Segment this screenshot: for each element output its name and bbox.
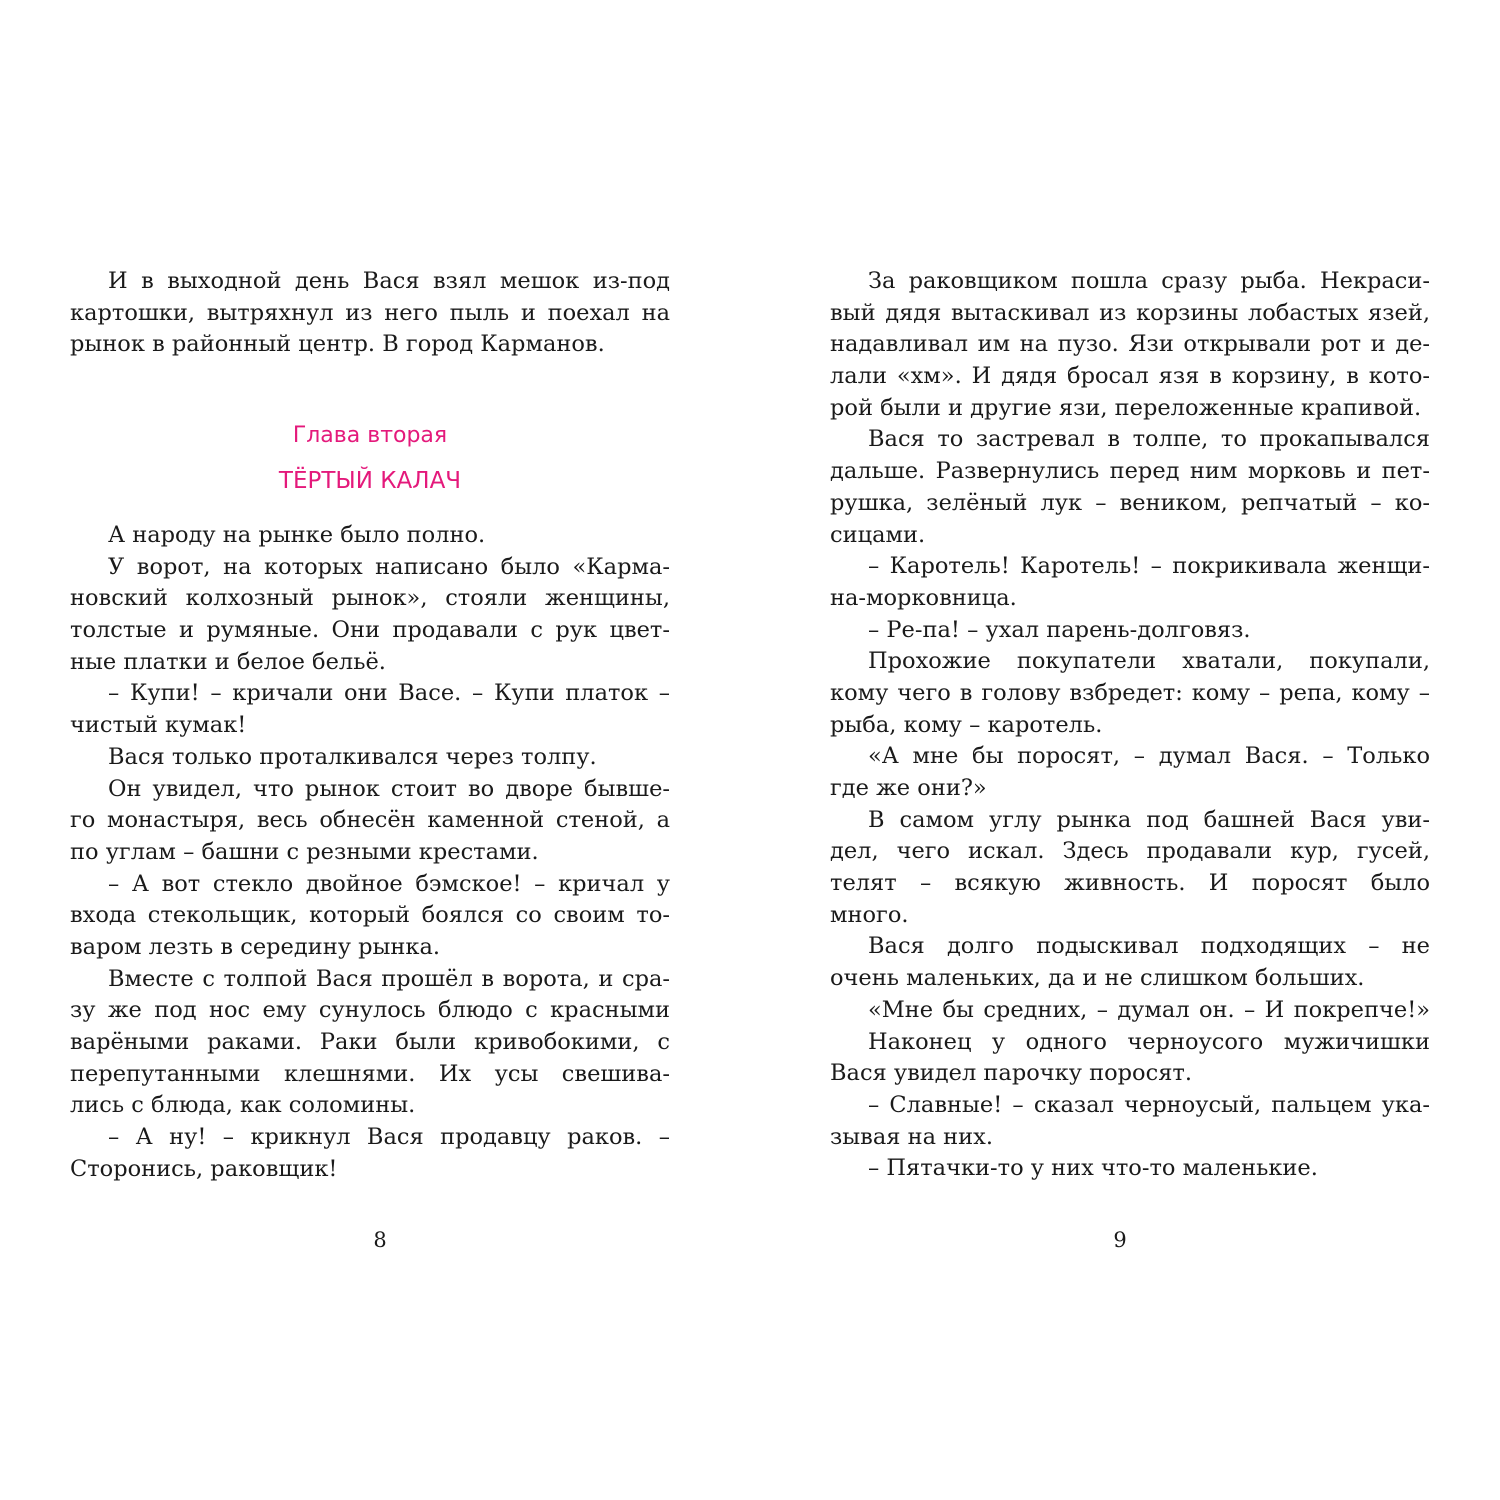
text-line: – А вот стекло двойное бэмское! – кричал у [108,870,670,897]
text-line: кому чего в голову взбредет: кому – репа, кому – [830,679,1430,706]
text-line: Вася долго подыскивал подходящих – не [868,933,1430,960]
text-line: У ворот, на которых написано было «Карма- [108,553,670,580]
text-line: по углам – башни с резными крестами. [70,838,539,865]
text-line: где же они?» [830,775,987,801]
text-line: – Пятачки-то у них что-то маленькие. [868,1155,1318,1182]
text-line: перепутанными клешнями. Их усы свешива- [70,1060,670,1087]
text-line: дел, чего искал. Здесь продавали кур, гусей, [830,838,1430,865]
left-body-text [70,520,670,1185]
text-line: лали «хм». И дядя бросал язя в корзину, в кото- [830,363,1430,390]
chapter-number: Глава вторая [292,423,448,448]
text-line: Наконец у одного черноусого мужичишки [868,1028,1430,1055]
text-line: зывая на них. [830,1123,994,1150]
text-line: Вася увидел парочку поросят. [830,1060,1192,1087]
text-line: ные платки и белое бельё. [70,648,386,675]
text-line: картошки, вытряхнул из него пыль и поехал на [70,299,670,326]
text-line: В самом углу рынка под башней Вася уви- [868,806,1430,833]
text-line: А народу на рынке было полно. [108,522,486,548]
text-line: Сторонись, раковщик! [70,1155,338,1182]
intro-paragraph [70,266,670,361]
text-line: толстые и румяные. Они продавали с рук цвет- [70,617,670,644]
text-line: рой были и другие язи, переложенные крапивой. [830,394,1422,421]
text-line: «А мне бы поросят, – думал Вася. – Только [868,743,1430,770]
right-body-text [830,266,1430,1185]
text-line: Вместе с толпой Вася прошёл в ворота, и сра- [108,965,670,992]
text-line: – Ре-па! – ухал парень-долговяз. [868,616,1251,643]
text-line: лись с блюда, как соломины. [70,1092,416,1119]
text-line: варом лезть в середину рынка. [70,933,441,960]
text-line: сицами. [830,521,926,548]
text-line: вый дядя вытаскивал из корзины лобастых язей, [830,299,1430,326]
text-line: Он увидел, что рынок стоит во дворе бывше- [108,775,670,802]
text-line: рушка, зелёный лук – веником, репчатый – ко- [830,489,1430,516]
chapter-title: ТЁРТЫЙ КАЛАЧ [278,468,462,494]
text-line: много. [830,901,909,928]
text-line: – А ну! – крикнул Вася продавцу раков. – [108,1124,670,1151]
text-line: на-морковница. [830,584,1017,611]
text-line: варёными раками. Раки были кривобокими, с [70,1029,670,1055]
text-line: – Славные! – сказал черноусый, пальцем ука- [868,1091,1430,1118]
text-line: Прохожие покупатели хватали, покупали, [868,648,1430,675]
text-line: надавливал им на пузо. Язи открывали рот и де- [830,331,1430,358]
text-line: входа стекольщик, который боялся со своим то- [70,902,670,929]
text-line: зу же под нос ему сунулось блюдо с красными [70,997,670,1024]
page-number-left: 8 [373,1228,387,1252]
text-line: Вася то застревал в толпе, то прокапывался [868,426,1430,453]
text-line: «Мне бы средних, – думал он. – И покрепче!» [868,996,1430,1023]
text-line: телят – всякую живность. И поросят было [830,870,1430,897]
text-line: Вася только проталкивался через толпу. [108,743,597,770]
text-line: очень маленьких, да и не слишком больших. [830,965,1365,992]
text-line: новский колхозный рынок», стояли женщины, [70,585,670,612]
text-line: чистый кумак! [70,712,247,739]
text-line: За раковщиком пошла сразу рыба. Некраси- [868,268,1430,294]
text-line: рынок в районный центр. В город Карманов. [70,331,605,358]
text-line: – Каротель! Каротель! – покрикивала женщи- [868,553,1430,580]
text-line: – Купи! – кричали они Васе. – Купи платок – [108,680,670,707]
text-line: рыба, кому – каротель. [830,711,1103,738]
text-line: дальше. Развернулись перед ним морковь и пет- [830,458,1430,485]
page-number-right: 9 [1113,1228,1127,1252]
text-line: И в выходной день Вася взял мешок из-под [108,268,670,294]
text-line: го монастыря, весь обнесён каменной стеной, а [70,807,670,834]
